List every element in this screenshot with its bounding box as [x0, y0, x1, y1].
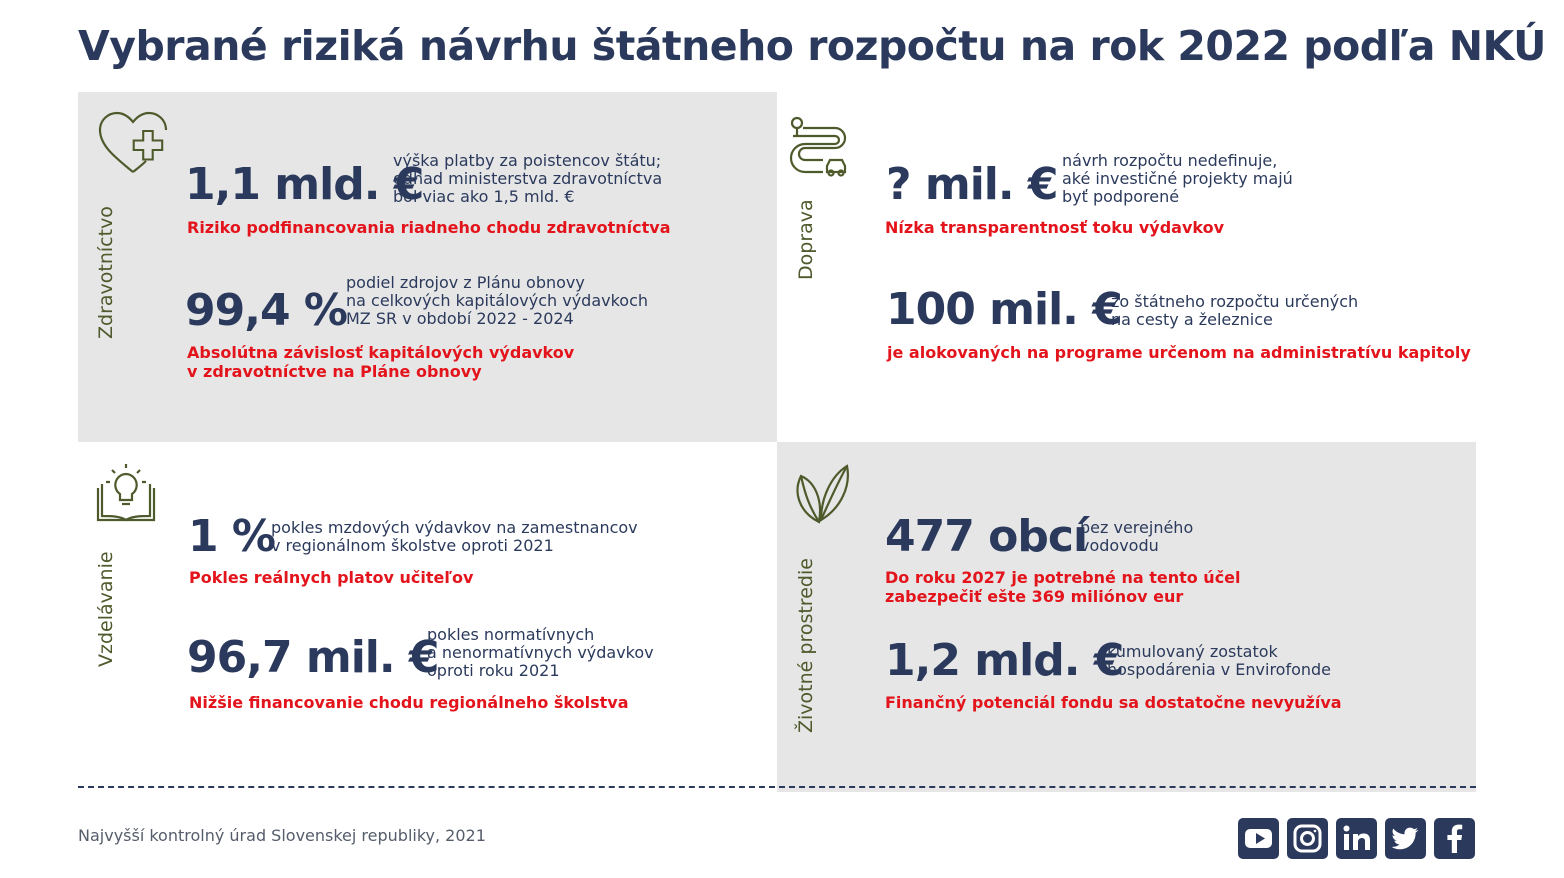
transport-risk-1: Nízka transparentnosť toku výdavkov: [885, 218, 1225, 237]
education-risk-2: Nižšie financovanie chodu regionálneho školstva: [189, 693, 629, 712]
environment-value-1: 477 obcí: [885, 511, 1088, 562]
linkedin-icon[interactable]: [1336, 818, 1377, 859]
instagram-icon[interactable]: [1287, 818, 1328, 859]
section-transport: [777, 92, 1476, 442]
section-health-label: Zdravotníctvo: [95, 206, 117, 339]
health-risk-2: Absolútna závislosť kapitálových výdavkov v zdravotníctve na Pláne obnovy: [187, 343, 575, 381]
section-transport-label: Doprava: [795, 199, 817, 280]
section-environment: [777, 442, 1476, 792]
education-risk-1: Pokles reálnych platov učiteľov: [189, 568, 474, 587]
section-health: [78, 92, 777, 442]
health-risk-1: Riziko podfinancovania riadneho chodu zdravotníctva: [187, 218, 671, 237]
road-car-icon: [789, 114, 853, 184]
transport-risk-2: je alokovaných na programe určenom na administratívu kapitoly: [887, 343, 1471, 362]
footer-credit: Najvyšší kontrolný úrad Slovenskej republiky, 2021: [78, 826, 486, 845]
environment-value-2: 1,2 mld. €: [885, 635, 1124, 686]
environment-risk-1: Do roku 2027 je potrebné na tento účel zabezpečiť ešte 369 miliónov eur: [885, 568, 1241, 606]
education-description-2: pokles normatívnych a nenormatívnych výdavkov oproti roku 2021: [427, 625, 654, 680]
environment-description-1: bez verejného vodovodu: [1080, 518, 1194, 555]
transport-description-2: zo štátneho rozpočtu určených na cesty a železnice: [1111, 292, 1359, 329]
section-environment-label: Životné prostredie: [795, 558, 817, 733]
education-value-2: 96,7 mil. €: [187, 632, 439, 683]
heart-plus-icon: [96, 110, 170, 184]
health-description-2: podiel zdrojov z Plánu obnovy na celkových kapitálových výdavkoch MZ SR v období 2022 - 2024: [346, 273, 649, 328]
health-description-1: výška platby za poistencov štátu; odhad ministerstva zdravotníctva bol viac ako 1,5 mld. €: [393, 151, 663, 206]
health-value-1: 1,1 mld. €: [185, 159, 424, 210]
education-description-1: pokles mzdových výdavkov na zamestnancov v regionálnom školstve oproti 2021: [271, 518, 638, 555]
transport-value-2: 100 mil. €: [886, 284, 1122, 335]
environment-description-2: kumulovaný zostatok hospodárenia v Envirofonde: [1107, 642, 1332, 679]
footer-divider: [78, 786, 1476, 788]
environment-risk-2: Finančný potenciál fondu sa dostatočne nevyužíva: [885, 693, 1342, 712]
section-education: [78, 442, 777, 792]
section-education-label: Vzdelávanie: [95, 551, 117, 667]
facebook-icon[interactable]: [1434, 818, 1475, 859]
transport-description-1: návrh rozpočtu nedefinuje, aké investičné projekty majú byť podporené: [1062, 151, 1293, 206]
twitter-icon[interactable]: [1385, 818, 1426, 859]
youtube-icon[interactable]: [1238, 818, 1279, 859]
leaves-icon: [791, 462, 851, 530]
education-value-1: 1 %: [188, 511, 276, 562]
health-value-2: 99,4 %: [185, 285, 347, 336]
transport-value-1: ? mil. €: [886, 159, 1058, 210]
page-title: Vybrané riziká návrhu štátneho rozpočtu na rok 2022 podľa NKÚ: [78, 22, 1546, 70]
book-lightbulb-icon: [94, 460, 158, 530]
